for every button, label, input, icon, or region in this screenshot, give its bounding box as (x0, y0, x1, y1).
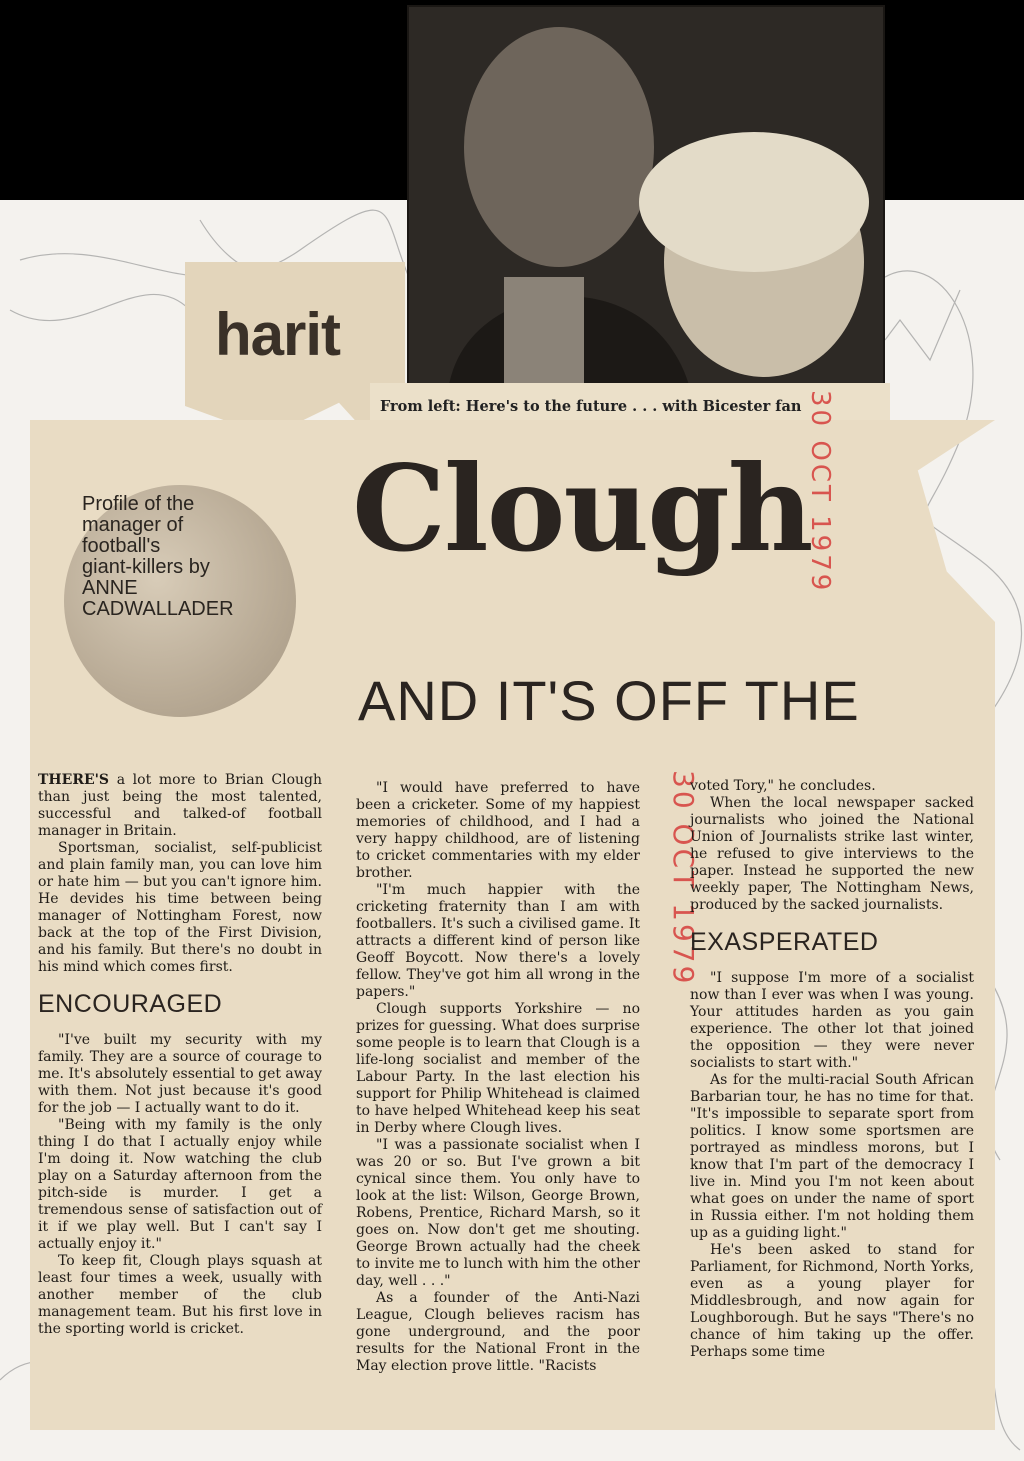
subheadline: AND IT'S OFF THE (358, 669, 860, 732)
article-paragraph: "I suppose I'm more of a socialist now than I ever was when I was young. Your attitudes harden as you gain experience. The other lot that joined the opposition — they were never socialists to start with." (690, 970, 974, 1071)
article-paragraph: voted Tory," he concludes. (690, 778, 876, 794)
intro-line: CADWALLADER (82, 598, 234, 620)
article-paragraph: Clough supports Yorkshire — no prizes for guessing. What does surprise some people is to learn that Clough is a life-long socialist and member of the Labour Party. In the last election his support for Philip Whitehead is claimed to have helped Whitehead keep his seat in Derby where Clough lives. (356, 1001, 640, 1136)
article-column-3 (690, 778, 974, 1361)
article-paragraph: As for the multi-racial South African Barbarian tour, he has no time for that. "It's impossible to separate sport from politics. I know some sportsmen are portrayed as mindless morons, but I know that I'm part of the democracy I live in. Mind you I'm not keen about what goes on under the name of sport in Russia either. I'm not holding them up as a guiding light." (690, 1072, 974, 1241)
article-paragraph: "I've built my security with my family. They are a source of courage to me. It's absolutely essential to get away with them. Not just because it's good for the job — I actually want to do it. (38, 1032, 323, 1116)
photograph (407, 5, 885, 387)
intro-line: ANNE (82, 577, 138, 599)
paragraph-text: a lot more to Brian Clough than just being the most talented, successful and talked-of football manager in Britain. (38, 772, 322, 839)
article-paragraph (38, 772, 322, 840)
intro-blurb (82, 494, 322, 620)
intro-line: manager of (82, 514, 184, 536)
intro-line: football's (82, 535, 161, 557)
article-paragraph: To keep fit, Clough plays squash at least four times a week, usually with another member of the club management team. But his first love in the sporting world is cricket. (38, 1253, 322, 1337)
article-paragraph: "I'm much happier with the cricketing fraternity than I am with footballers. It's such a civilised game. It attracts a different kind of person like Geoff Boycott. Now there's a lovely fellow. They've got him all wrong in the papers." (356, 882, 640, 1000)
article-column-1 (38, 772, 322, 1338)
photo-placeholder-graphic (409, 7, 883, 385)
intro-line: giant-killers by (82, 556, 210, 578)
headline: Clough (352, 439, 812, 578)
article-paragraph: He's been asked to stand for Parliament, for Richmond, North Yorks, even as a young player for Middlesbrough, and now again for Loughborough. But he says "There's no chance of him taking up the offer. Perhaps some time (690, 1242, 974, 1360)
article-paragraph: When the local newspaper sacked journalists who joined the National Union of Journalists strike last winter, he refused to give interviews to the paper. Instead he supported the new weekly paper, The Nottingham News, produced by the sacked journalists. (690, 795, 974, 913)
article-paragraph: "I was a passionate socialist when I was 20 or so. But I've grown a bit cynical since them. You only have to look at the list: Wilson, George Brown, Robens, Prentice, Richard Marsh, so it goes on. Now don't get me shouting. George Brown actually had the cheek to invite me to lunch with him the other day, well . . ." (356, 1137, 640, 1289)
intro-line: Profile of the (82, 493, 195, 515)
article-paragraph: As a founder of the Anti-Nazi League, Clough believes racism has gone underground, and the poor results for the National Front in the May election prove little. "Racists (356, 1290, 640, 1374)
section-heading: EXASPERATED (690, 928, 879, 956)
article-column-2 (356, 780, 640, 1375)
torn-heading-text: harit (215, 301, 341, 368)
date-stamp: 30 OCT 1979 (805, 390, 835, 594)
article-paragraph: Sportsman, socialist, self-publicist and plain family man, you can love him or hate him — but you can't ignore him. He devides his time between being manager of Nottingham Forest, now back at the top of the First Division, and his family. But there's no doubt in his mind which comes first. (38, 840, 322, 975)
lead-word: THERE'S (38, 772, 110, 788)
section-heading: ENCOURAGED (38, 990, 223, 1018)
photo-caption: From left: Here's to the future . . . with Bicester fan (380, 398, 802, 415)
article-paragraph: "I would have preferred to have been a cricketer. Some of my happiest memories of childhood, and I had a very happy childhood, are of listening to cricket commentaries with my elder brother. (356, 780, 640, 881)
article-paragraph: "Being with my family is the only thing I do that I actually enjoy while I'm doing it. Now watching the club play on a Saturday afternoon from the pitch-side is murder. I get a tremendous sense of satisfaction out of it if we play well. But I can't say I actually enjoy it." (38, 1117, 322, 1252)
date-stamp: 30 OCT 1979 (667, 770, 700, 987)
